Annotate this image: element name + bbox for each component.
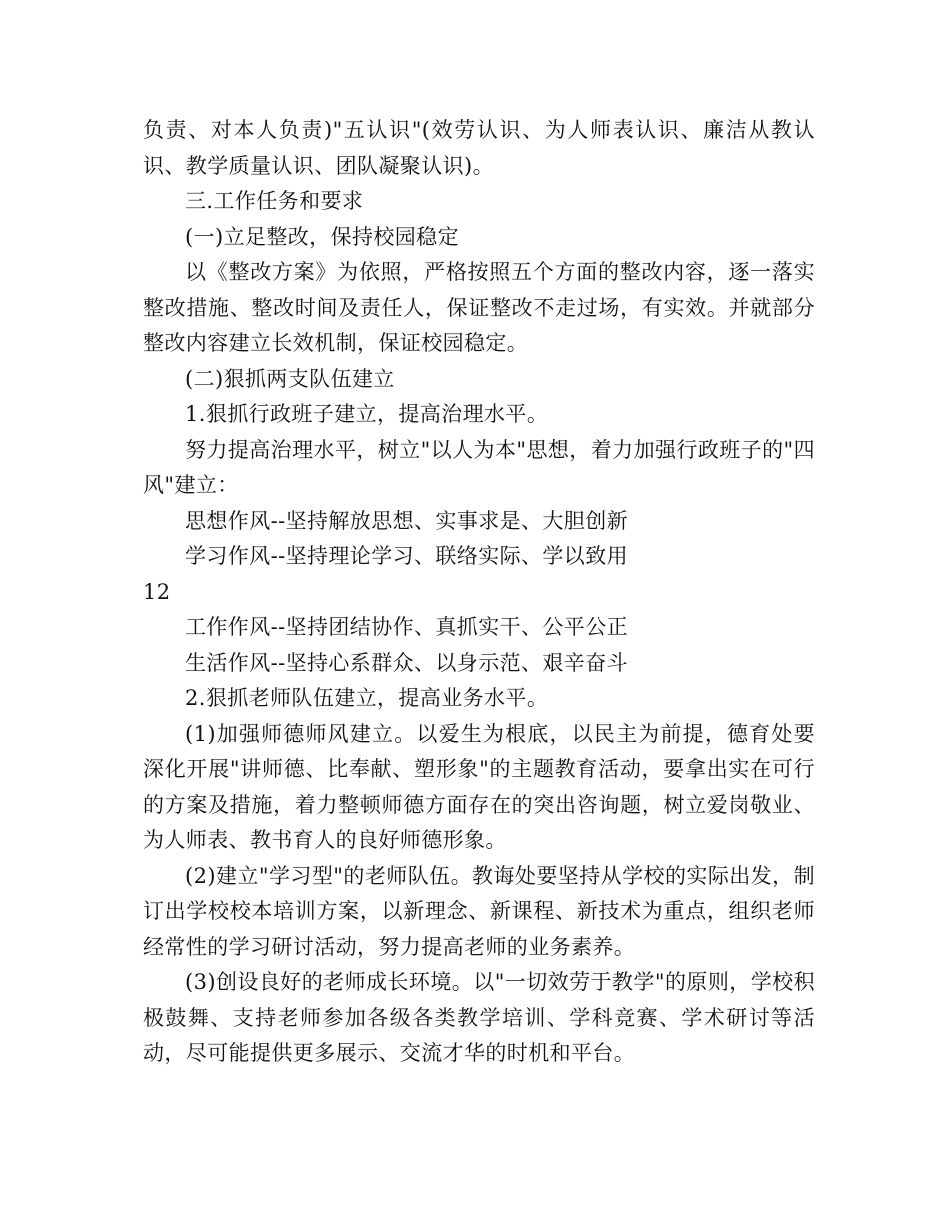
list-item-thinking-style: 思想作风--坚持解放思想、实事求是、大胆创新 [185, 508, 628, 533]
paragraph-intro-continued: 负责、对本人负责)"五认识"(效劳认识、为人师表认识、廉洁从教认识、教学质量认识、团队凝聚认识)。 [143, 118, 815, 178]
subsection-heading-1: (一)立足整改，保持校园稳定 [185, 224, 459, 249]
section-heading-3: 三.工作任务和要求 [185, 189, 364, 213]
item-heading-2: 2.狠抓老师队伍建立，提高业务水平。 [185, 686, 549, 710]
page-number: 12 [143, 579, 171, 604]
paragraph-rectification: 以《整改方案》为依照，严格按照五个方面的整改内容，逐一落实整改措施、整改时间及责任人，保证整改不走过场，有实效。并就部分整改内容建立长效机制，保证校园稳定。 [143, 260, 815, 355]
paragraph-teacher-ethics: (1)加强师德师风建立。以爱生为根底，以民主为前提，德育处要深化开展"讲师德、比奉献、塑形象"的主题教育活动，要拿出实在可行的方案及措施，着力整顿师德方面存在的突出咨询题，树立爱岗敬业、为人师表、教书育人的良好师德形象。 [143, 721, 815, 852]
paragraph-learning-team: (2)建立"学习型"的老师队伍。教诲处要坚持从学校的实际出发，制订出学校校本培训方案，以新理念、新课程、新技术为重点，组织老师经常性的学习研讨活动，努力提高老师的业务素养。 [143, 863, 815, 959]
document-body [143, 113, 815, 1072]
list-item-life-style: 生活作风--坚持心系群众、以身示范、艰辛奋斗 [185, 650, 628, 675]
paragraph-four-styles: 努力提高治理水平，树立"以人为本"思想，着力加强行政班子的"四风"建立： [143, 437, 815, 497]
paragraph-growth-environment: (3)创设良好的老师成长环境。以"一切效劳于教学"的原则，学校积极鼓舞、支持老师参加各级各类教学培训、学科竞赛、学术研讨等活动，尽可能提供更多展示、交流才华的时机和平台。 [143, 970, 815, 1065]
list-item-study-style: 学习作风--坚持理论学习、联络实际、学以致用 [185, 544, 628, 568]
list-item-work-style: 工作作风--坚持团结协作、真抓实干、公平公正 [185, 615, 628, 639]
subsection-heading-2: (二)狠抓两支队伍建立 [185, 366, 395, 391]
item-heading-1: 1.狠抓行政班子建立，提高治理水平。 [185, 402, 549, 426]
